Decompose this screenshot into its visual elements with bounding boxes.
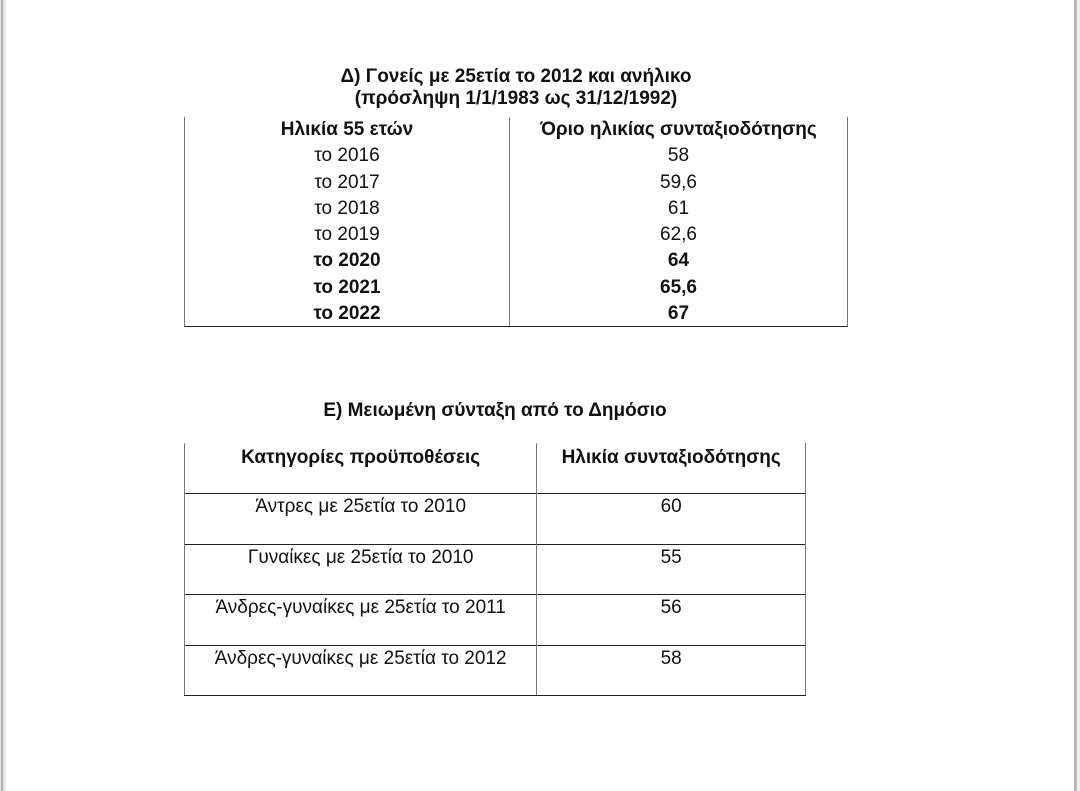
category-cell: Άνδρες-γυναίκες με 25ετία το 2011 [185,595,537,646]
column-header [185,443,537,494]
year-cell: το 2019 [184,222,510,248]
year-cell: το 2022 [184,301,510,327]
age-cell: 55 [537,544,806,595]
table-row [184,248,848,274]
age-cell: 59,6 [510,170,848,196]
section-d-table [184,117,848,327]
year-cell: το 2018 [184,196,510,222]
page-edge-left [0,0,6,791]
table-row [184,170,848,196]
year-cell: το 2016 [184,143,510,169]
table-row [184,275,848,301]
section-d-title [184,66,848,110]
column-header-label: Κατηγορίες προϋποθέσεις [241,447,481,468]
table-row [184,301,848,327]
age-cell: 67 [510,301,848,327]
year-cell: το 2021 [184,275,510,301]
table-header-row [185,443,806,494]
age-cell: 58 [537,645,806,696]
year-cell: το 2017 [184,170,510,196]
table-row [185,595,806,646]
section-d-title-line1: Δ) Γονείς με 25ετία το 2012 και ανήλικο [340,66,692,87]
section-e-title: Ε) Μειωμένη σύνταξη από το Δημόσιο [323,400,667,421]
section-e-table [184,443,806,696]
table-header-row [184,117,848,143]
page-edge-right [1074,0,1080,791]
table-row [184,222,848,248]
column-header: Όριο ηλικίας συνταξιοδότησης [510,117,848,143]
year-cell: το 2020 [184,248,510,274]
column-header [537,443,806,494]
age-cell: 61 [510,196,848,222]
age-cell: 65,6 [510,275,848,301]
age-cell: 56 [537,595,806,646]
age-cell: 64 [510,248,848,274]
table-row [184,143,848,169]
age-cell: 58 [510,143,848,169]
category-cell: Γυναίκες με 25ετία το 2010 [185,544,537,595]
column-header: Ηλικία 55 ετών [184,117,510,143]
age-cell: 60 [537,494,806,545]
column-header-label: Ηλικία συνταξιοδότησης [561,447,781,468]
category-cell: Άντρες με 25ετία το 2010 [185,494,537,545]
table-row [185,544,806,595]
table-row [185,494,806,545]
category-cell: Άνδρες-γυναίκες με 25ετία το 2012 [185,645,537,696]
section-d-title-line2: (πρόσληψη 1/1/1983 ως 31/12/1992) [354,88,678,109]
age-cell: 62,6 [510,222,848,248]
table-row [184,196,848,222]
table-row [185,645,806,696]
